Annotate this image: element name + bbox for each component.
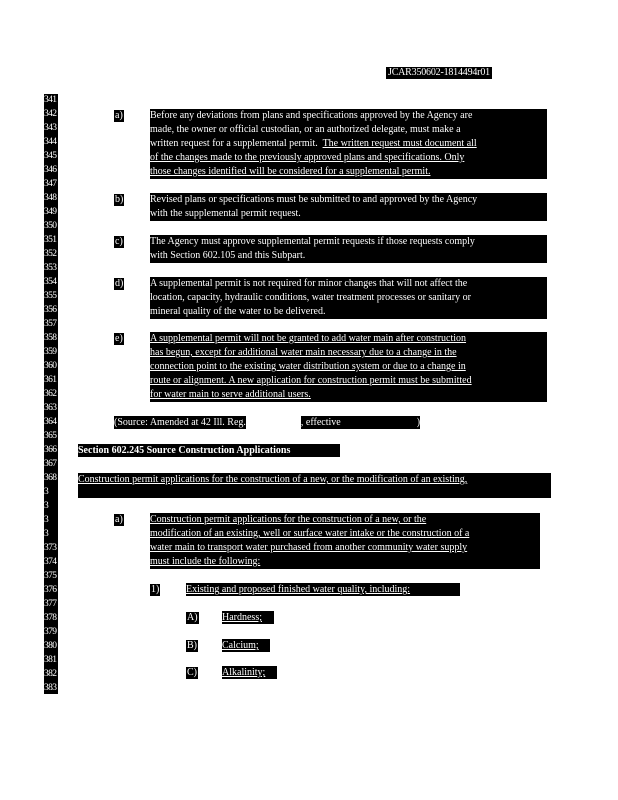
paragraph-a-line-2: made, the owner or official custodian, or an authorized delegate, must make a <box>150 124 461 135</box>
line-number: 381 <box>44 655 57 665</box>
paragraph-e-line-5: for water main to serve additional users. <box>150 389 311 400</box>
intro-line: Construction permit applications for the construction of a new, or the modification of an existing, <box>78 473 551 486</box>
subsection-a-line-4: must include the following: <box>150 556 261 567</box>
line-number: 373 <box>44 543 57 553</box>
line-number: 375 <box>44 571 57 581</box>
line-number: 353 <box>44 263 57 273</box>
line-number: 342 <box>44 109 57 119</box>
paragraph-c-line-1: The Agency must approve supplemental permit requests if those requests comply <box>150 236 475 247</box>
line-number: 357 <box>44 319 57 329</box>
line-number: 383 <box>44 683 57 693</box>
document-id: JCAR350602-1814494r01 <box>388 67 490 78</box>
line-number: 365 <box>44 431 57 441</box>
line-number: 379 <box>44 627 57 637</box>
item-label-b: b) <box>115 194 124 205</box>
paragraph-a-line-5: those changes identified will be considered for a supplemental permit. <box>150 166 431 177</box>
paragraph-d-line-2: location, capacity, hydraulic conditions, water treatment processes or sanitary or <box>150 292 471 303</box>
paragraph-d-line-3: mineral quality of the water to be delivered. <box>150 306 326 317</box>
subsection-a-line-1: Construction permit applications for the construction of a new, or the <box>150 514 427 525</box>
section-heading: Section 602.245 Source Construction Applications <box>78 444 340 457</box>
line-number: 341 <box>44 95 57 105</box>
paragraph-d-line-1: A supplemental permit is not required for minor changes that will not affect the <box>150 278 468 289</box>
paragraph-e-line-1: A supplemental permit will not be granted to add water main after construction <box>150 333 467 344</box>
item-label-c: c) <box>115 236 123 247</box>
line-number: 364 <box>44 417 57 427</box>
paragraph-e-line-3: connection point to the existing water distribution system or due to a change in <box>150 361 466 372</box>
item-label-d: d) <box>115 278 124 289</box>
line-number: 376 <box>44 585 57 595</box>
line-number: 360 <box>44 361 57 371</box>
line-number: 367 <box>44 459 57 469</box>
line-number: 374 <box>44 557 57 567</box>
line-number: 382 <box>44 669 57 679</box>
line-number: 346 <box>44 165 57 175</box>
item-B-text: Calcium; <box>222 639 270 652</box>
line-number: 358 <box>44 333 57 343</box>
line-number: 363 <box>44 403 57 413</box>
item-A-text: Hardness; <box>222 611 274 624</box>
line-number: 359 <box>44 347 57 357</box>
line-number: 361 <box>44 375 57 385</box>
line-number: 377 <box>44 599 57 609</box>
paragraph-c-line-2: with Section 602.105 and this Subpart. <box>150 250 306 261</box>
item-label-A: A) <box>187 612 198 623</box>
paragraph-e-line-2: has begun, except for additional water main necessary due to a change in the <box>150 347 457 358</box>
line-number: 355 <box>44 291 57 301</box>
paragraph-a-line-3: written request for a supplemental permit. The written request must document all <box>150 138 477 149</box>
line-number: 378 <box>44 613 57 623</box>
line-number: 362 <box>44 389 57 399</box>
line-number: 351 <box>44 235 57 245</box>
paragraph-a-line-1: Before any deviations from plans and specifications approved by the Agency are <box>150 110 473 121</box>
line-number: 3 <box>44 529 49 539</box>
line-number: 350 <box>44 221 57 231</box>
line-number: 347 <box>44 179 57 189</box>
item-label-a: a) <box>115 110 123 121</box>
paragraph-b <box>150 193 547 221</box>
line-number: 3 <box>44 515 49 525</box>
line-number: 366 <box>44 445 57 455</box>
source-note: (Source: Amended at 42 Ill. Reg. , effective ) <box>114 417 421 428</box>
line-number: 352 <box>44 249 57 259</box>
line-number: 356 <box>44 305 57 315</box>
paragraph-b-line-2: with the supplemental permit request. <box>150 208 301 219</box>
line-number: 368 <box>44 473 57 483</box>
paragraph-a-line-4: of the changes made to the previously approved plans and specifications. Only <box>150 152 465 163</box>
item-label-B: B) <box>187 640 197 651</box>
line-number: 345 <box>44 151 57 161</box>
line-number: 354 <box>44 277 57 287</box>
item-1-text: Existing and proposed finished water quality, including: <box>186 583 460 596</box>
paragraph-a <box>150 109 547 179</box>
subsection-a-line-3: water main to transport water purchased from another community water supply <box>150 542 468 553</box>
item-label-C: C) <box>187 667 197 678</box>
line-number: 3 <box>44 501 49 511</box>
paragraph-e <box>150 332 547 402</box>
paragraph-b-line-1: Revised plans or specifications must be submitted to and approved by the Agency <box>150 194 478 205</box>
line-number: 380 <box>44 641 57 651</box>
paragraph-c <box>150 235 547 263</box>
line-number: 343 <box>44 123 57 133</box>
item-C-text: Alkalinity; <box>222 666 277 679</box>
intro-line-redacted <box>78 486 551 498</box>
line-number: 3 <box>44 487 49 497</box>
subsection-a <box>150 513 540 569</box>
subsection-label-a: a) <box>115 514 123 525</box>
paragraph-e-line-4: route or alignment. A new application for construction permit must be submitted <box>150 375 472 386</box>
line-number: 349 <box>44 207 57 217</box>
paragraph-d <box>150 277 547 319</box>
item-label-1: 1) <box>151 584 160 595</box>
line-number: 344 <box>44 137 57 147</box>
item-label-e: e) <box>115 333 123 344</box>
line-number: 348 <box>44 193 57 203</box>
subsection-a-line-2: modification of an existing, well or surface water intake or the construction of a <box>150 528 470 539</box>
